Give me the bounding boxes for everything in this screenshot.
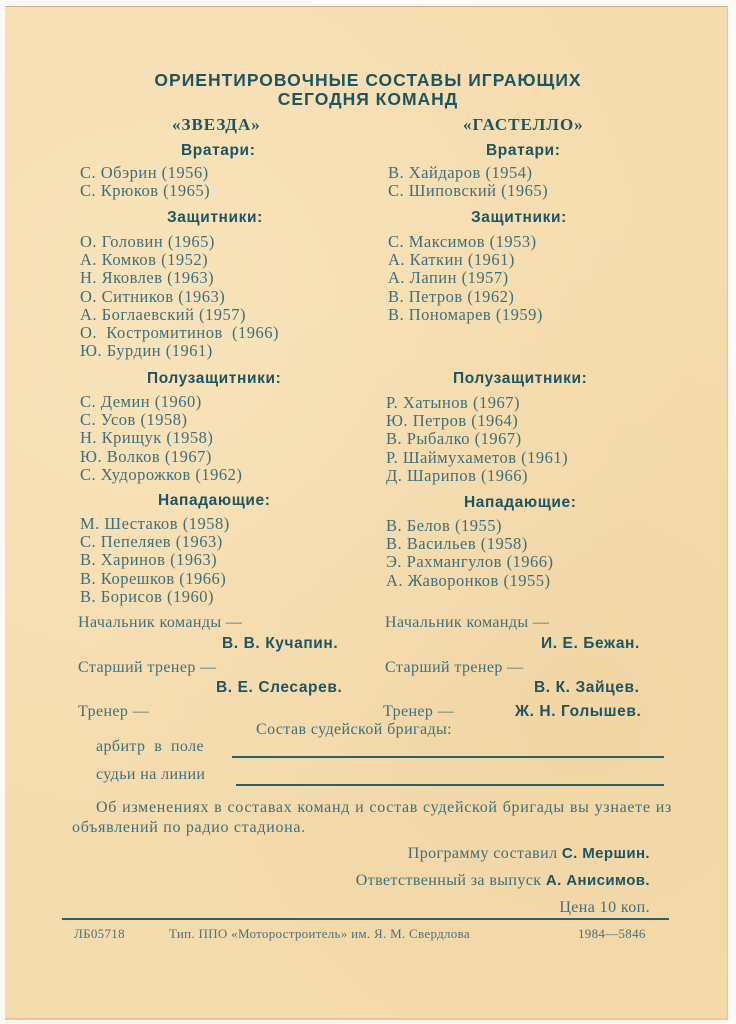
player-item: С. Пепеляев (1963) <box>80 532 223 552</box>
player-item: Э. Рахмангулов (1966) <box>386 552 554 572</box>
staff-chief-name: И. Е. Бежан. <box>541 635 640 652</box>
player-item: В. Корешков (1966) <box>80 568 227 588</box>
player-item: В. Рыбалко (1967) <box>386 429 522 449</box>
section-heading-midfielders: Полузащитники: <box>453 370 588 387</box>
player-item: А. Лапин (1957) <box>388 268 509 288</box>
team-name-zvezda: «ЗВЕЗДА» <box>172 115 261 134</box>
imprint-printer: Тип. ППО «Моторостроитель» им. Я. М. Свердлова <box>169 926 470 941</box>
player-item: О. Головин (1965) <box>80 232 215 251</box>
player-item: С. Шиповский (1965) <box>388 181 549 201</box>
player-item: С. Обэрин (1956) <box>80 163 209 182</box>
player-item: Р. Хатынов (1967) <box>386 393 520 412</box>
section-heading-forwards: Нападающие: <box>464 494 577 511</box>
player-item: В. Хайдаров (1954) <box>388 163 533 182</box>
player-item: В. Харинов (1963) <box>80 550 218 570</box>
player-item: С. Худорожков (1962) <box>80 464 243 484</box>
player-item: М. Шестаков (1958) <box>80 514 230 533</box>
credit-responsible <box>356 872 650 890</box>
price: Цена 10 коп. <box>559 899 650 916</box>
credit-compiled-name: С. Мершин. <box>561 845 650 862</box>
player-item: Н. Крищук (1958) <box>80 428 214 448</box>
player-list-defenders <box>80 233 279 360</box>
staff-coach-name: Ж. Н. Голышев. <box>515 703 642 720</box>
imprint-order: 1984—5846 <box>578 926 646 941</box>
referee-line-label: судьи на линии <box>96 766 206 783</box>
player-item: Р. Шаймухаметов (1961) <box>386 447 569 467</box>
staff-chief-name: В. В. Кучапин. <box>222 635 339 652</box>
section-heading-defenders: Защитники: <box>167 209 263 226</box>
imprint-code: ЛБ05718 <box>74 926 125 941</box>
player-item: С. Крюков (1965) <box>80 181 211 201</box>
footer-divider <box>62 918 669 920</box>
player-item: Ю. Волков (1967) <box>80 446 212 466</box>
section-heading-defenders: Защитники: <box>471 209 567 226</box>
staff-senior-coach-name: В. Е. Слесарев. <box>216 679 343 696</box>
page-title-line1: ОРИЕНТИРОВОЧНЫЕ СОСТАВЫ ИГРАЮЩИХ <box>154 70 582 90</box>
staff-senior-coach-name: В. К. Зайцев. <box>534 679 640 696</box>
player-list-midfielders <box>386 394 568 485</box>
staff-senior-coach-label: Старший тренер — <box>78 659 217 676</box>
player-item: Д. Шарипов (1966) <box>386 465 529 485</box>
section-heading-goalkeepers: Вратари: <box>486 142 561 159</box>
player-item: О. Костромитинов (1966) <box>80 323 279 343</box>
section-heading-forwards: Нападающие: <box>158 492 271 509</box>
staff-chief-label: Начальник команды — <box>78 614 243 631</box>
player-item: В. Васильев (1958) <box>386 534 528 554</box>
section-heading-midfielders: Полузащитники: <box>147 370 282 387</box>
player-item: Ю. Бурдин (1961) <box>80 341 213 361</box>
player-list-defenders <box>388 233 543 324</box>
player-item: О. Ситников (1963) <box>80 286 226 306</box>
page-title-line2: СЕГОДНЯ КОМАНД <box>277 89 459 109</box>
staff-chief-label: Начальник команды — <box>385 614 550 631</box>
player-item: С. Максимов (1953) <box>388 232 537 251</box>
staff-senior-coach-label: Старший тренер — <box>385 659 524 676</box>
player-list-forwards <box>80 515 230 606</box>
referee-field-blank[interactable] <box>232 756 664 758</box>
player-list-goalkeepers <box>388 164 548 200</box>
player-item: В. Петров (1962) <box>388 286 515 306</box>
player-item: С. Демин (1960) <box>80 392 202 411</box>
player-item: А. Комков (1952) <box>80 250 209 270</box>
credit-responsible-label: Ответственный за выпуск <box>355 872 542 889</box>
notice-paragraph: Об изменениях в составах команд и состав судейской бригады вы узнаете из объявлений по радио стадиона. <box>72 799 672 836</box>
player-item: Н. Яковлев (1963) <box>80 268 215 288</box>
player-item: А. Жаворонков (1955) <box>386 570 551 590</box>
player-item: В. Борисов (1960) <box>80 586 215 606</box>
credit-compiled-label: Программу составил <box>407 845 558 862</box>
player-item: А. Боглаевский (1957) <box>80 304 247 324</box>
program-sheet <box>5 6 728 1018</box>
player-item: В. Белов (1955) <box>386 516 502 535</box>
player-item: С. Усов (1958) <box>80 410 188 430</box>
player-list-midfielders <box>80 393 242 484</box>
team-name-gastello: «ГАСТЕЛЛО» <box>463 115 584 134</box>
section-heading-goalkeepers: Вратари: <box>181 142 256 159</box>
referee-line-blank[interactable] <box>236 784 664 786</box>
player-item: Ю. Петров (1964) <box>386 411 519 431</box>
player-list-goalkeepers <box>80 164 210 200</box>
credit-compiled <box>408 845 650 863</box>
referees-heading: Состав судейской бригады: <box>256 721 453 738</box>
staff-coach-label: Тренер — <box>78 703 150 720</box>
player-item: В. Пономарев (1959) <box>388 304 543 324</box>
referee-field-label: арбитр в поле <box>96 738 204 755</box>
credit-responsible-name: А. Анисимов. <box>545 872 650 889</box>
staff-coach-label: Тренер — <box>383 703 455 720</box>
player-item: А. Каткин (1961) <box>388 250 515 270</box>
player-list-forwards <box>386 517 554 590</box>
